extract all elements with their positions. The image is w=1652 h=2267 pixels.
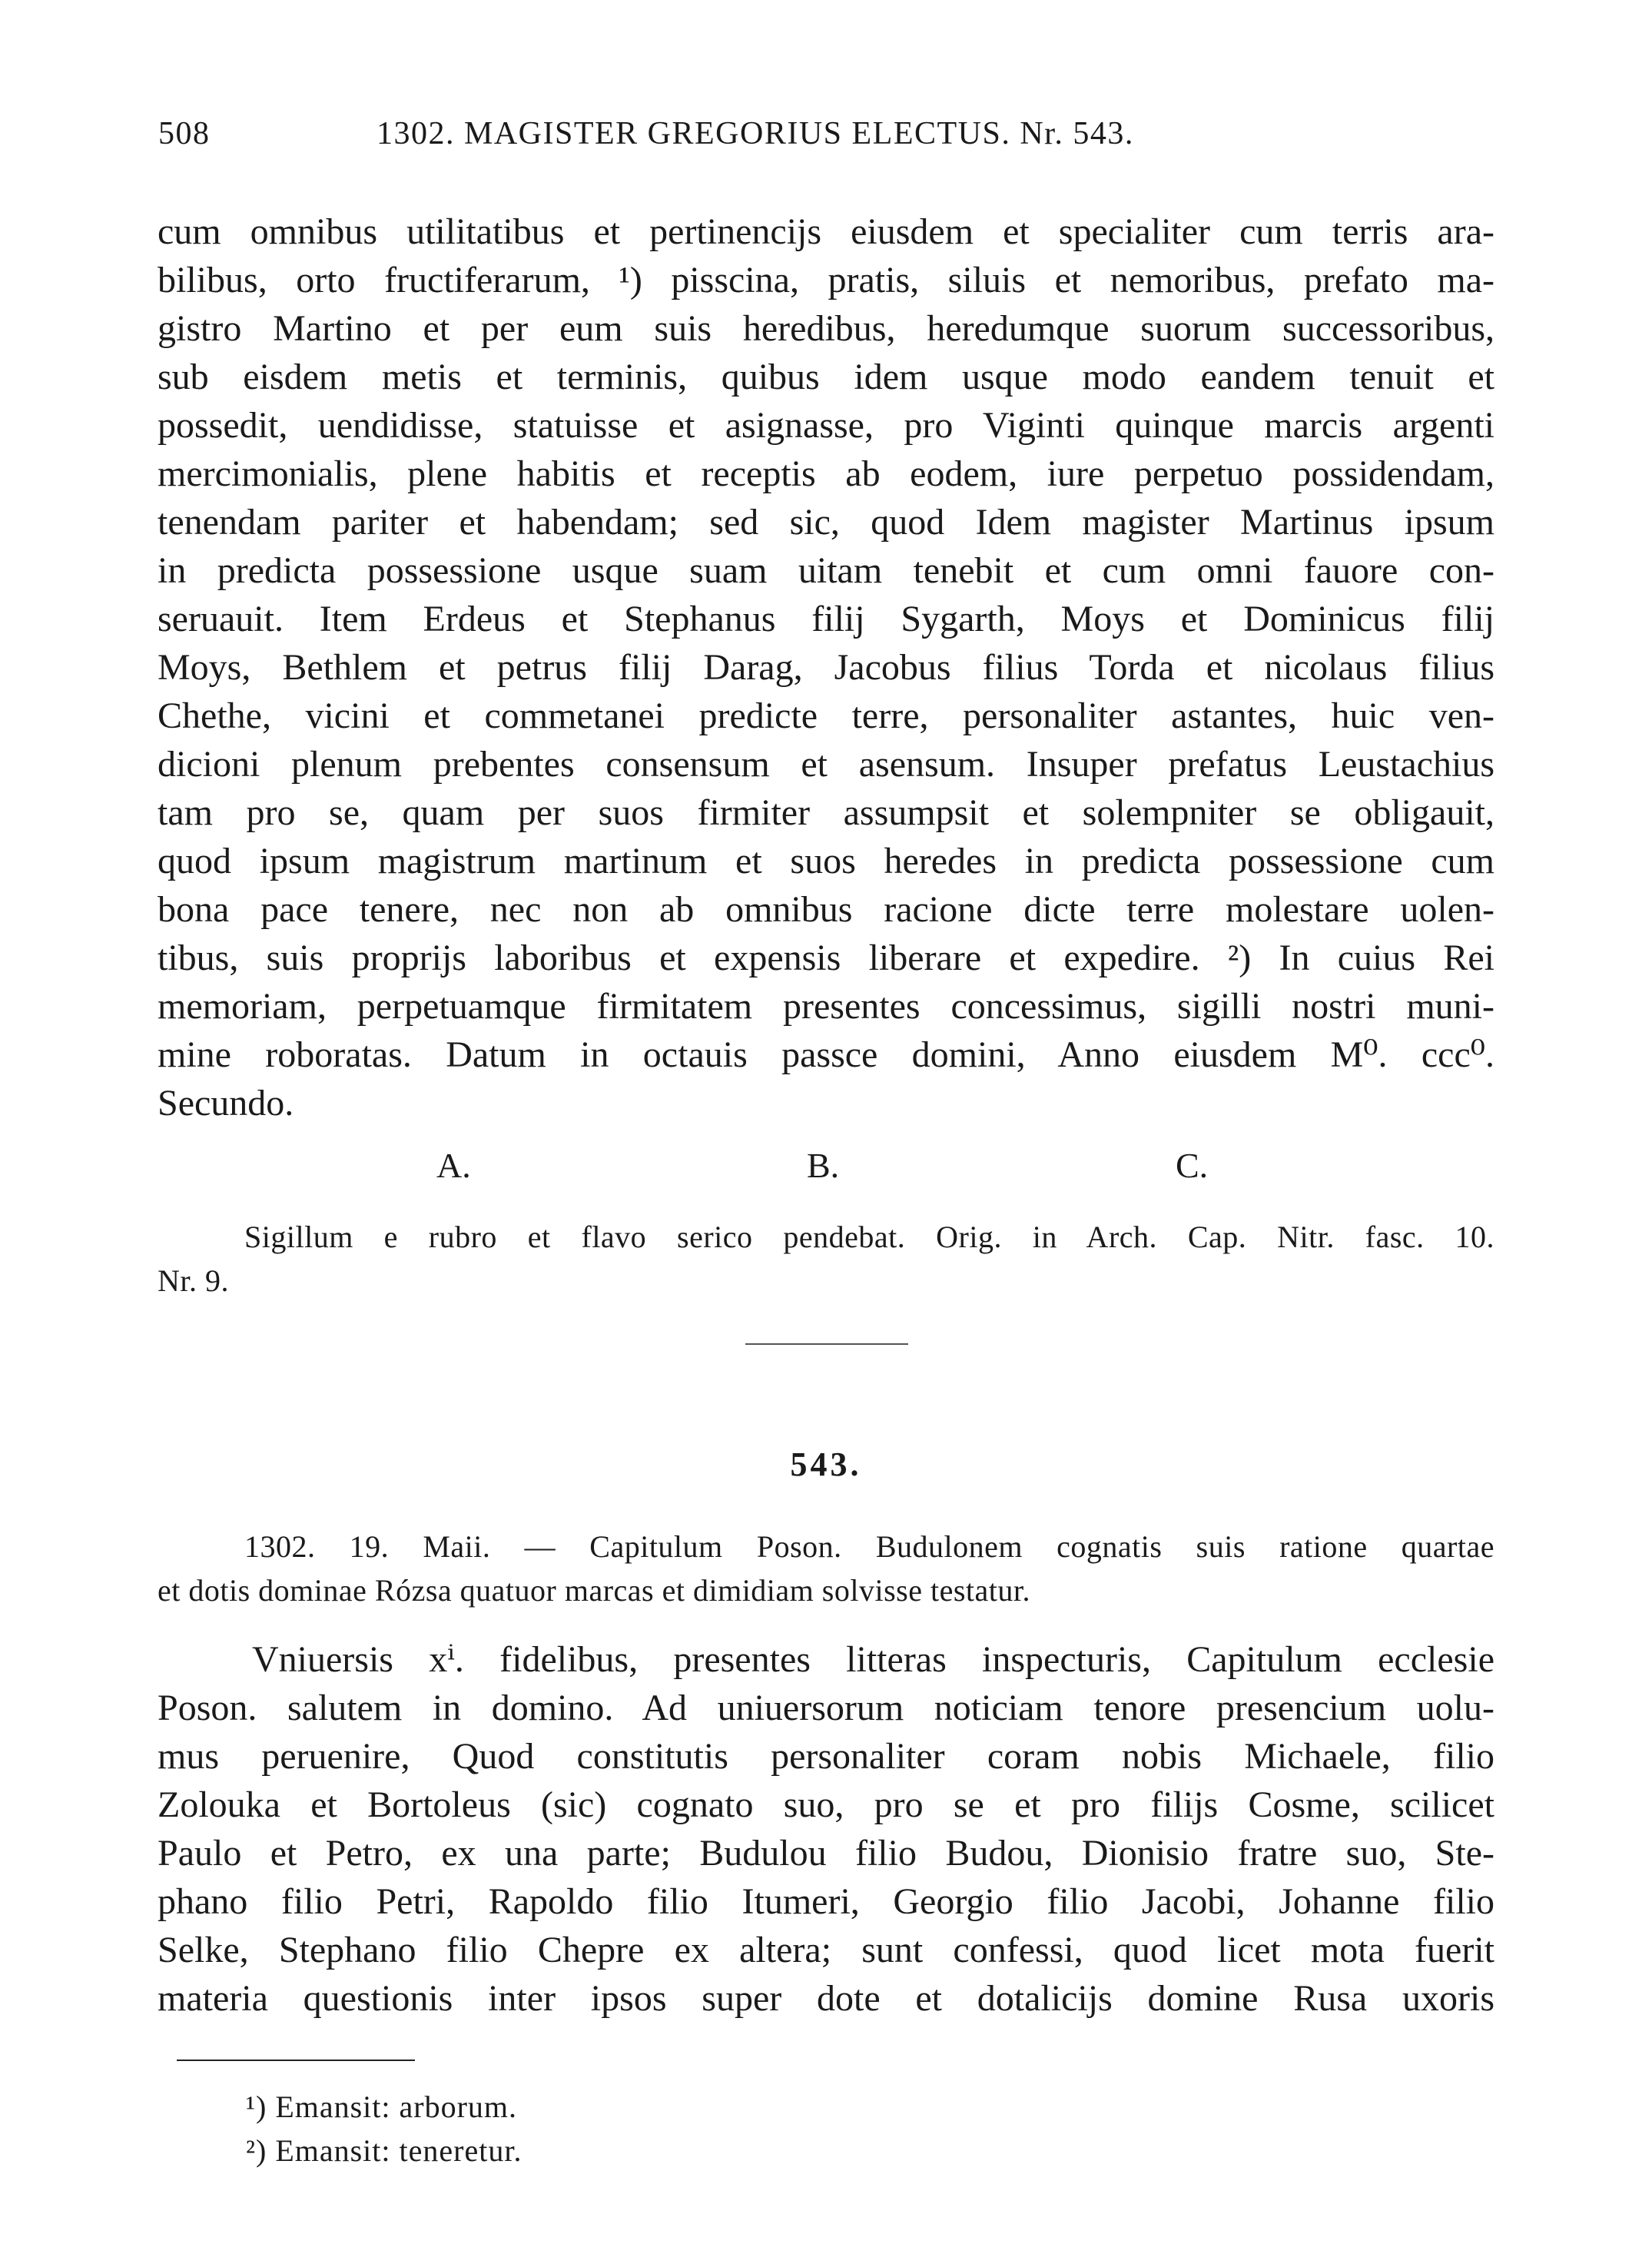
footnote: ¹) Emansit: arborum. bbox=[246, 2089, 518, 2124]
signature-a: A. bbox=[436, 1146, 471, 1185]
running-title: 1302. MAGISTER GREGORIUS ELECTUS. Nr. 543. bbox=[377, 116, 1134, 151]
body-line: Secundo. bbox=[158, 1083, 294, 1124]
body-line: Moys, Bethlem et petrus filij Darag, Jacobus filius Torda et nicolaus filius bbox=[158, 647, 1494, 688]
text-line: mus peruenire, Quod constitutis personaliter coram nobis Michaele, filio bbox=[158, 1736, 1494, 1777]
body-line: bona pace tenere, nec non ab omnibus racione dicte terre molestare uolen- bbox=[158, 889, 1494, 930]
signature-c: C. bbox=[1176, 1146, 1209, 1185]
body-line: memoriam, perpetuamque firmitatem presentes concessimus, sigilli nostri muni- bbox=[158, 986, 1494, 1027]
regest-line: et dotis dominae Rózsa quatuor marcas et dimidiam solvisse testatur. bbox=[158, 1573, 1030, 1608]
body-line: possedit, uendidisse, statuisse et asignasse, pro Viginti quinque marcis argenti bbox=[158, 405, 1494, 446]
regest-line: 1302. 19. Maii. — Capitulum Poson. Budulonem cognatis suis ratione quartae bbox=[244, 1529, 1494, 1564]
footnote-rule bbox=[177, 2060, 415, 2061]
body-line: cum omnibus utilitatibus et pertinencijs eiusdem et specialiter cum terris ara- bbox=[158, 211, 1494, 252]
signature-b: B. bbox=[807, 1146, 840, 1185]
body-line: sub eisdem metis et terminis, quibus idem usque modo eandem tenuit et bbox=[158, 357, 1494, 397]
text-line: phano filio Petri, Rapoldo filio Itumeri, Georgio filio Jacobi, Johanne filio bbox=[158, 1881, 1494, 1922]
body-line: in predicta possessione usque suam uitam tenebit et cum omni fauore con- bbox=[158, 550, 1494, 591]
text-line: Paulo et Petro, ex una parte; Budulou filio Budou, Dionisio fratre suo, Ste- bbox=[158, 1833, 1494, 1874]
seal-note-line: Nr. 9. bbox=[158, 1263, 229, 1298]
text-line: Zolouka et Bortoleus (sic) cognato suo, pro se et pro filijs Cosme, scilicet bbox=[158, 1784, 1494, 1825]
body-line: mine roboratas. Datum in octauis passce domini, Anno eiusdem M⁰. ccc⁰. bbox=[158, 1034, 1494, 1075]
document-number: 543. bbox=[790, 1446, 862, 1483]
body-line: seruauit. Item Erdeus et Stephanus filij Sygarth, Moys et Dominicus filij bbox=[158, 599, 1494, 639]
text-line: materia questionis inter ipsos super dote et dotalicijs domine Rusa uxoris bbox=[158, 1978, 1494, 2019]
body-line: tenendam pariter et habendam; sed sic, quod Idem magister Martinus ipsum bbox=[158, 502, 1494, 543]
body-line: dicioni plenum prebentes consensum et asensum. Insuper prefatus Leustachius bbox=[158, 744, 1494, 785]
text-line: Vniuersis xⁱ. fidelibus, presentes litteras inspecturis, Capitulum ecclesie bbox=[252, 1639, 1494, 1680]
text-line: Selke, Stephano filio Chepre ex altera; sunt confessi, quod licet mota fuerit bbox=[158, 1930, 1494, 1970]
section-divider bbox=[745, 1343, 908, 1345]
body-line: quod ipsum magistrum martinum et suos heredes in predicta possessione cum bbox=[158, 841, 1494, 881]
text-line: Poson. salutem in domino. Ad uniuersorum noticiam tenore presencium uolu- bbox=[158, 1688, 1494, 1728]
seal-note-line: Sigillum e rubro et flavo serico pendebat. Orig. in Arch. Cap. Nitr. fasc. 10. bbox=[244, 1220, 1494, 1254]
running-header bbox=[0, 115, 1652, 161]
body-line: tibus, suis proprijs laboribus et expensis liberare et expedire. ²) In cuius Rei bbox=[158, 938, 1494, 978]
body-line: mercimonialis, plene habitis et receptis ab eodem, iure perpetuo possidendam, bbox=[158, 453, 1494, 494]
body-line: gistro Martino et per eum suis heredibus, heredumque suorum successoribus, bbox=[158, 308, 1494, 349]
page-number: 508 bbox=[158, 116, 211, 151]
body-line: bilibus, orto fructiferarum, ¹) pisscina, pratis, siluis et nemoribus, prefato ma- bbox=[158, 260, 1494, 300]
body-line: Chethe, vicini et commetanei predicte terre, personaliter astantes, huic ven- bbox=[158, 695, 1494, 736]
body-line: tam pro se, quam per suos firmiter assumpsit et solempniter se obligauit, bbox=[158, 792, 1494, 833]
footnote: ²) Emansit: teneretur. bbox=[246, 2133, 522, 2168]
